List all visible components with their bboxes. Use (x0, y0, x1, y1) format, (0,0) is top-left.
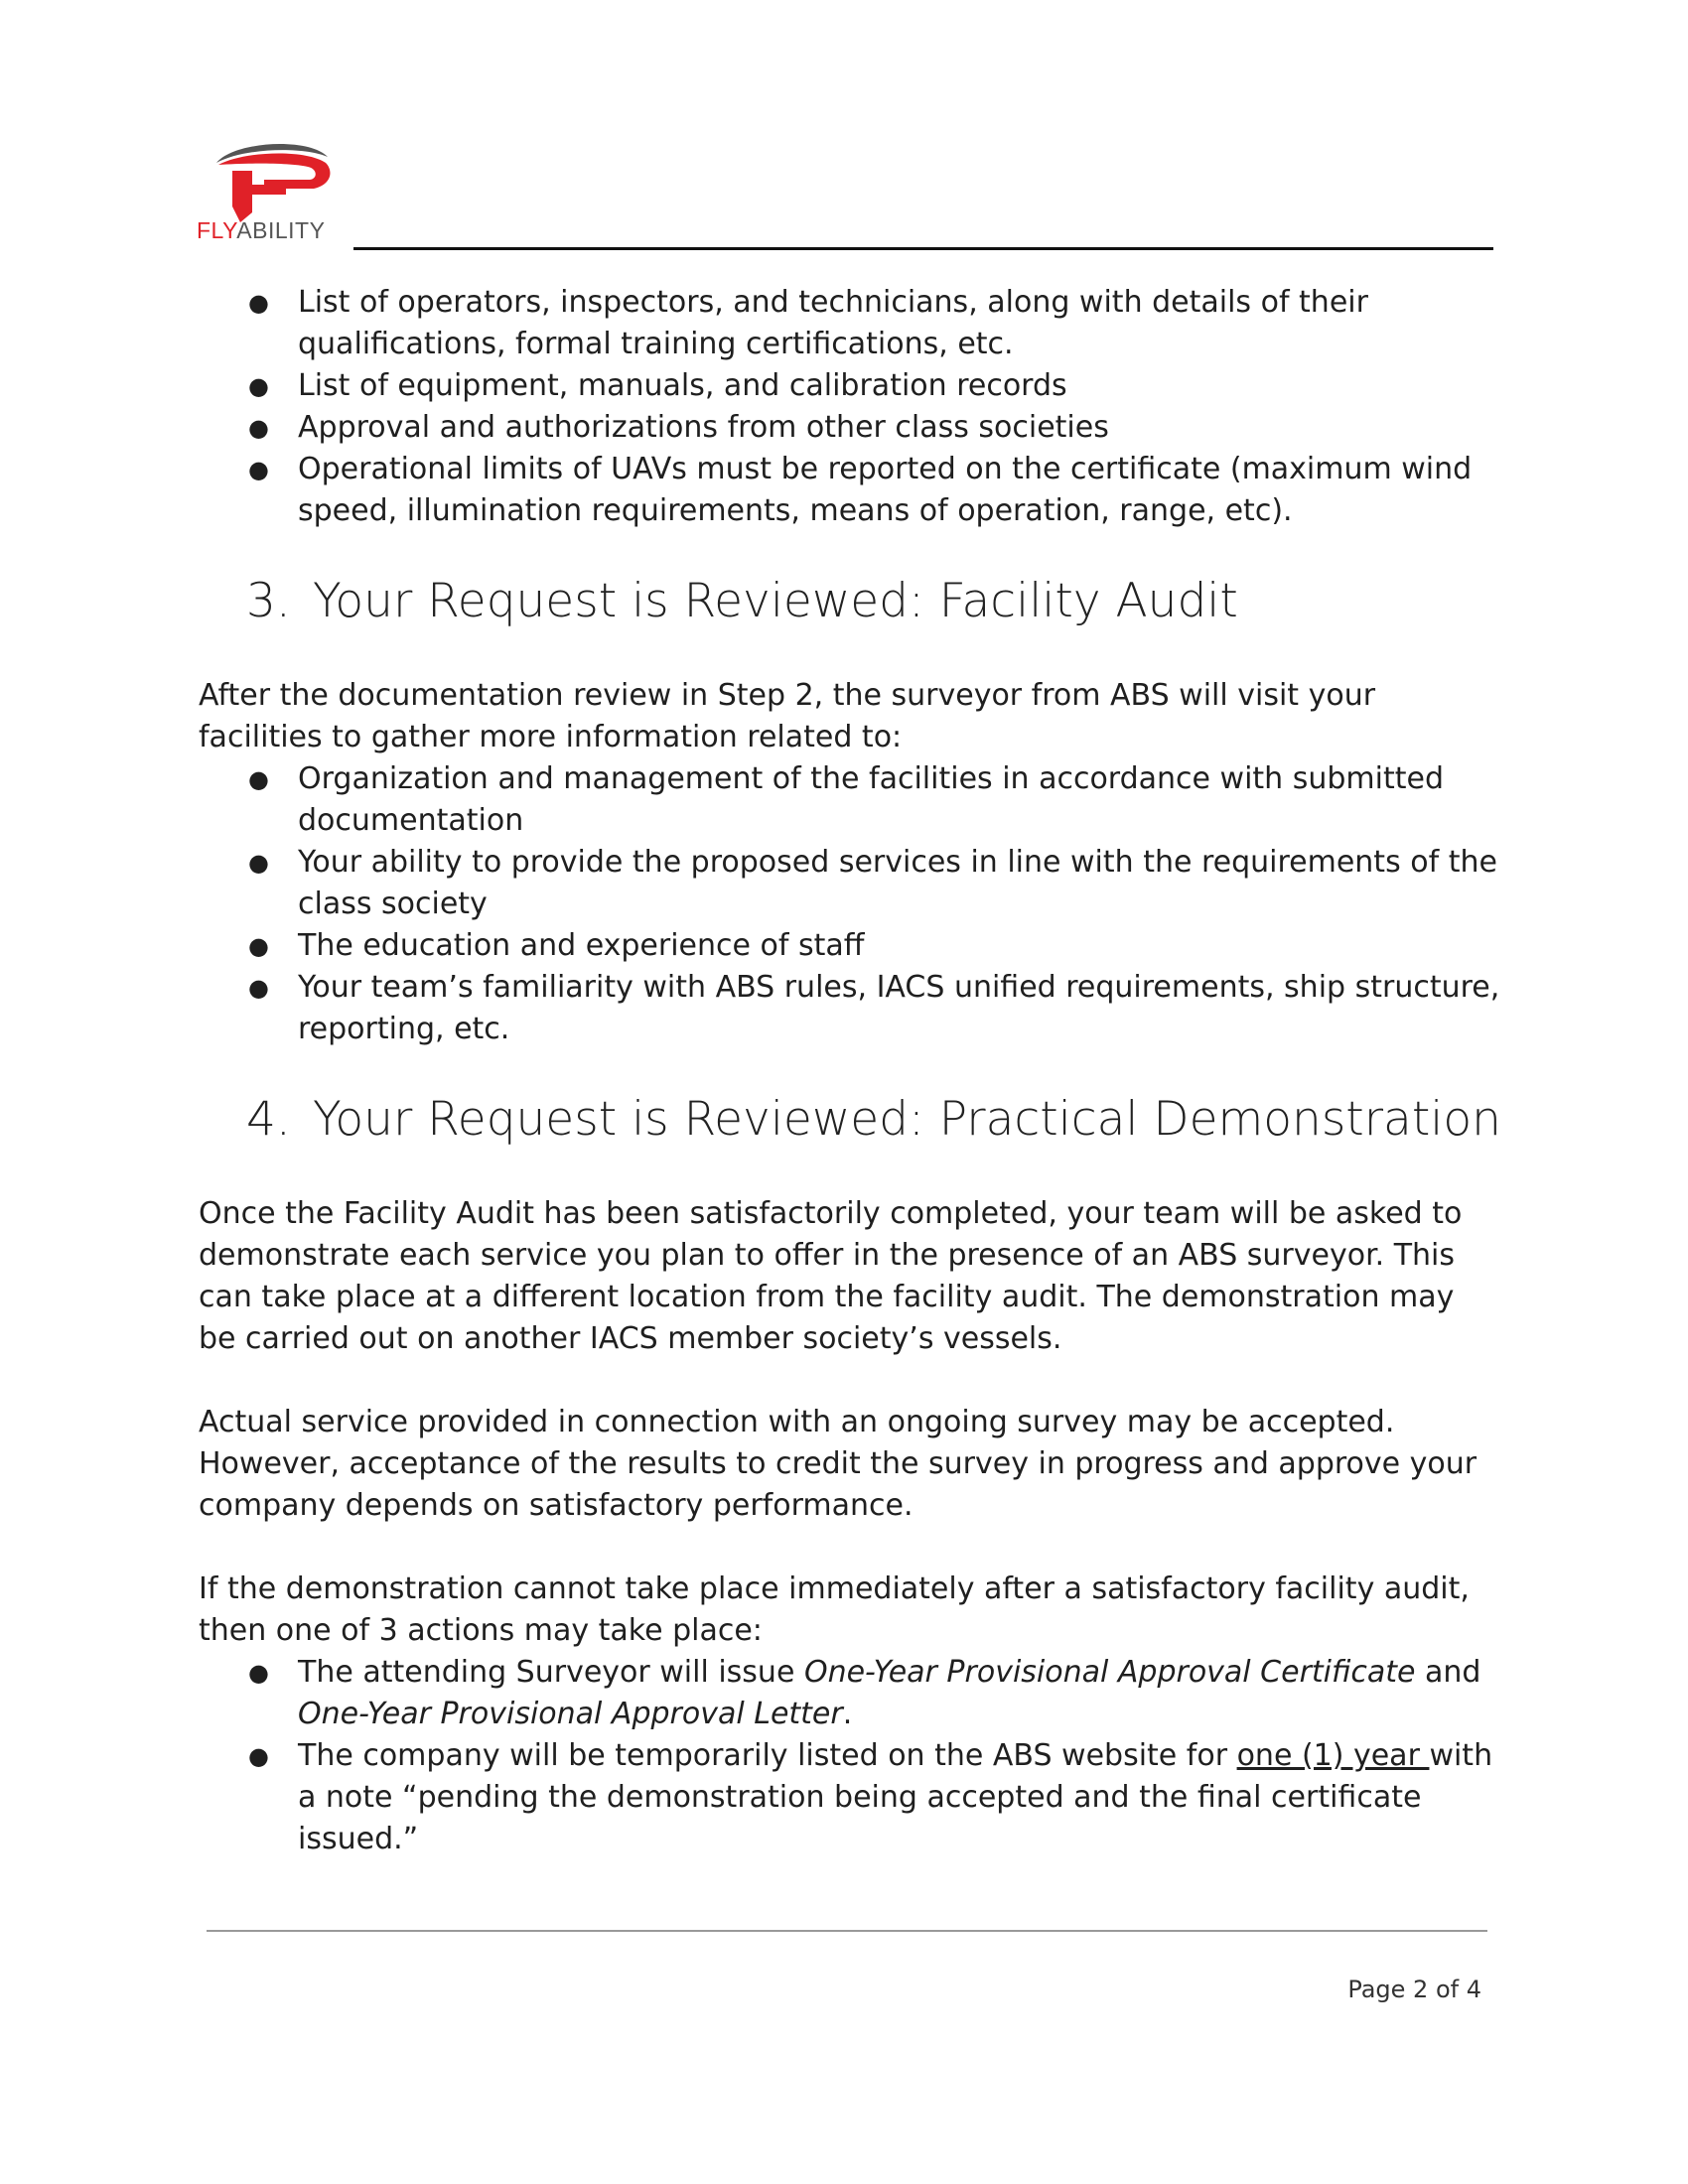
logo-f-bar (252, 185, 286, 195)
page-number: Page 2 of 4 (1347, 1976, 1481, 2003)
facility-audit-list (199, 758, 1509, 1050)
list-item: ● Organization and management of the facilities in accordance with submitted documentation (248, 761, 1444, 838)
section4-paragraph-1: Once the Facility Audit has been satisfactorily completed, your team will be asked to demonstrate each service you plan to offer in the presence of an ABS surveyor. This can take place at a different location from the facility audit. The demonstration may be carried out on another IACS member society’s vessels. (199, 1196, 1463, 1356)
list-item: ● List of operators, inspectors, and technicians, along with details of their qualifications, formal training certifications, etc. (248, 285, 1368, 361)
section4-heading: 4. Your Request is Reviewed: Practical Demonstration (246, 1092, 1501, 1147)
actions-list (199, 1652, 1509, 1860)
list-item: ● Approval and authorizations from other class societies (248, 410, 1109, 445)
section4-paragraph-2: Actual service provided in connection with an ongoing survey may be accepted. However, acceptance of the results to credit the survey in progress and approve your company depends on satisfactory performance. (199, 1405, 1477, 1523)
list-item: ● The company will be temporarily listed on the ABS website for one (1) year with a note “pending the demonstration being accepted and the final certificate issued.” (248, 1738, 1493, 1856)
section3-heading: 3. Your Request is Reviewed: Facility Audit (246, 574, 1238, 628)
documents-list (199, 282, 1509, 532)
footer-divider (207, 1930, 1487, 1932)
logo-wordmark: FLYABILITY (197, 217, 326, 242)
logo-f-stem (232, 171, 252, 222)
list-item: ● Your team’s familiarity with ABS rules, IACS unified requirements, ship structure, reporting, etc. (248, 970, 1500, 1046)
list-item: ● The attending Surveyor will issue One-Year Provisional Approval Certificate and One-Year Provisional Approval Letter. (248, 1655, 1481, 1731)
flyability-logo (195, 133, 344, 242)
section4-paragraph-3: If the demonstration cannot take place immediately after a satisfactory facility audit, then one of 3 actions may take place: (199, 1571, 1470, 1648)
list-item: ● Your ability to provide the proposed services in line with the requirements of the class society (248, 845, 1497, 921)
list-item: ● Operational limits of UAVs must be reported on the certificate (maximum wind speed, illumination requirements, means of operation, range, etc). (248, 452, 1473, 528)
section3-intro: After the documentation review in Step 2, the surveyor from ABS will visit your facilities to gather more information related to: (199, 678, 1376, 754)
header-divider (353, 247, 1493, 250)
list-item: ● List of equipment, manuals, and calibration records (248, 368, 1067, 403)
list-item: ● The education and experience of staff (248, 928, 865, 963)
